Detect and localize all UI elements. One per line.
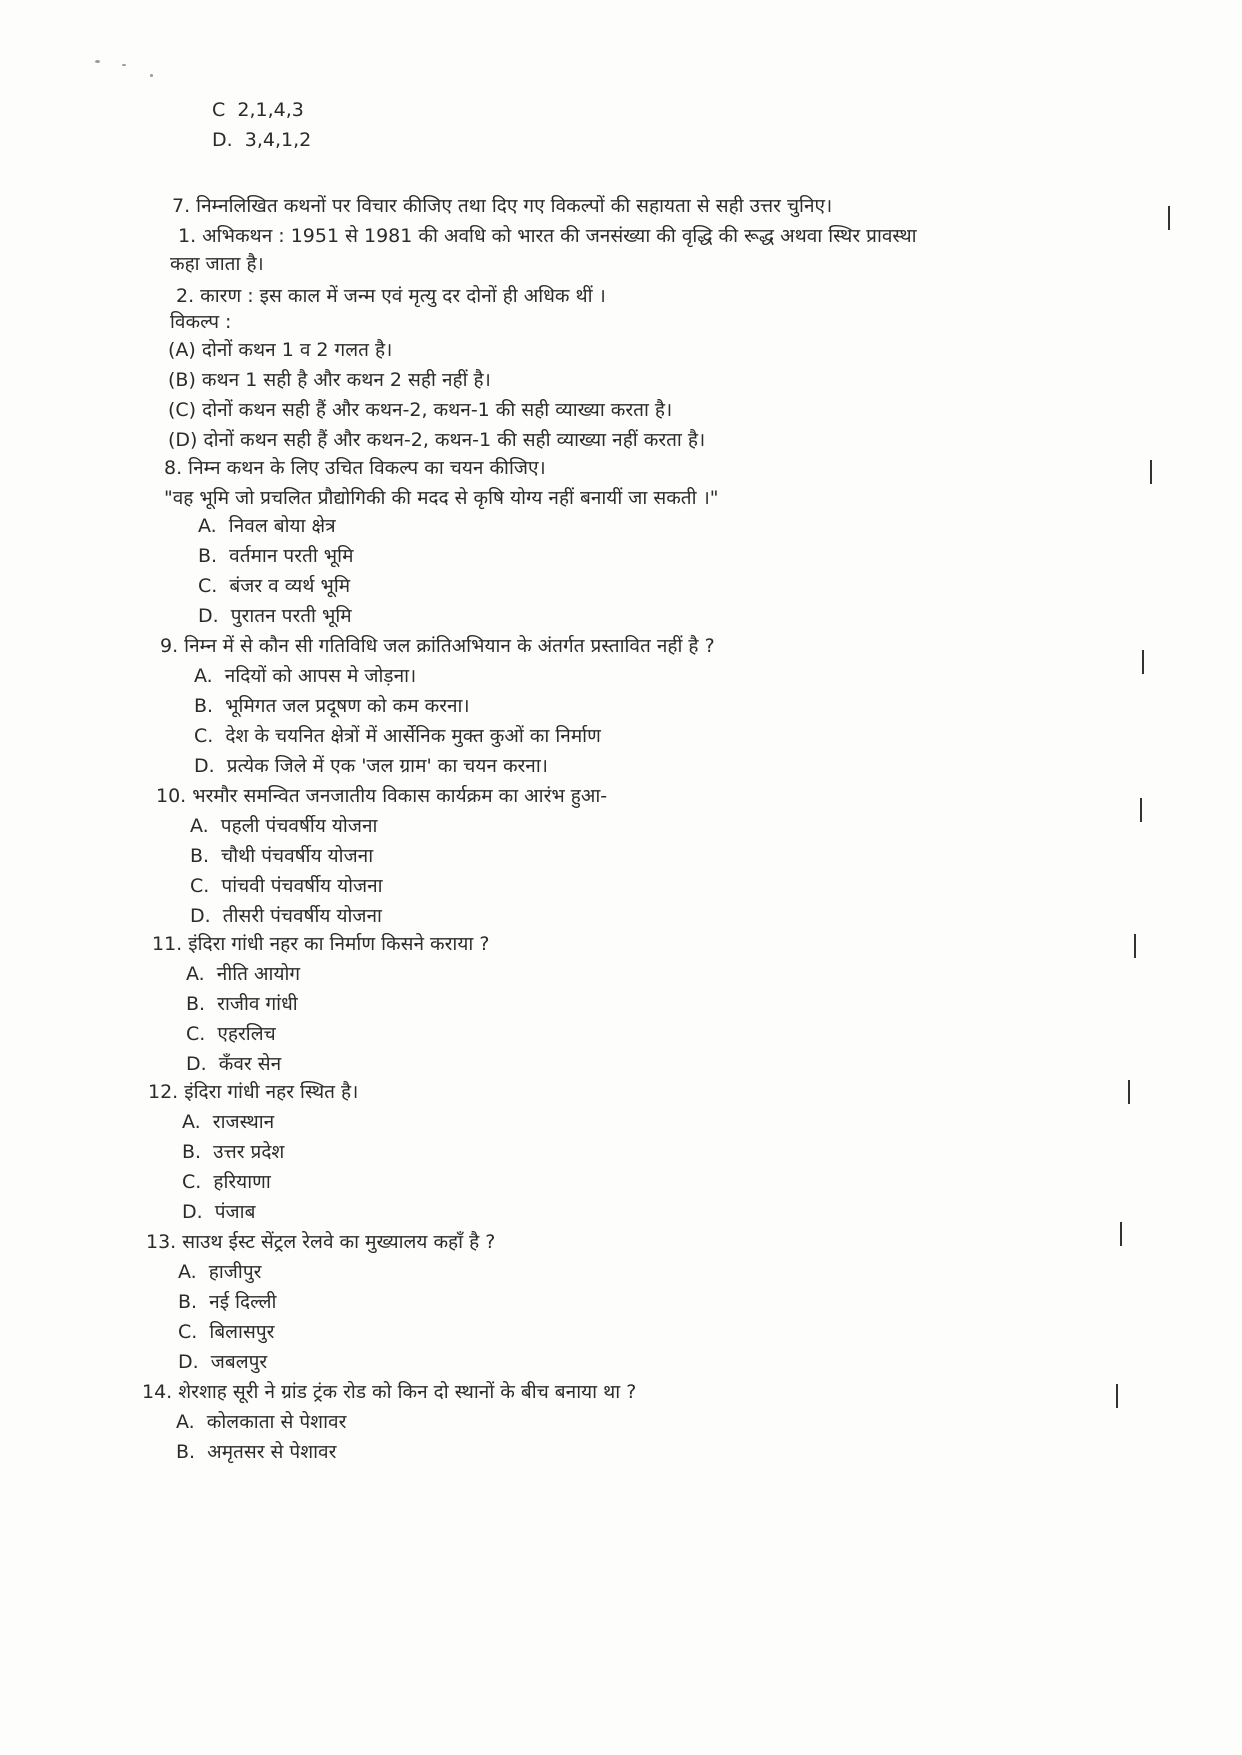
margin-mark [1128, 1080, 1130, 1104]
q7-option-a: (A) दोनों कथन 1 व 2 गलत है। [168, 339, 393, 361]
q8-option-a: A. निवल बोया क्षेत्र [198, 515, 336, 537]
q8-option-d: D. पुरातन परती भूमि [198, 605, 352, 627]
q7-stem: 7. निम्नलिखित कथनों पर विचार कीजिए तथा दिए गए विकल्पों की सहायता से सही उत्तर चुनिए। [172, 195, 833, 217]
scan-speck [150, 74, 153, 77]
scan-speck [122, 64, 126, 66]
q9-stem: 9. निम्न में से कौन सी गतिविधि जल क्रांतिअभियान के अंतर्गत प्रस्तावित नहीं है ? [160, 635, 715, 657]
q9-option-c: C. देश के चयनित क्षेत्रों में आर्सेनिक मुक्त कुओं का निर्माण [194, 725, 601, 747]
q8-stem: 8. निम्न कथन के लिए उचित विकल्प का चयन कीजिए। [164, 457, 546, 479]
margin-mark [1120, 1222, 1122, 1246]
margin-mark [1116, 1384, 1118, 1408]
margin-mark [1150, 460, 1152, 484]
q7-option-b: (B) कथन 1 सही है और कथन 2 सही नहीं है। [168, 369, 491, 391]
q8-quote: "वह भूमि जो प्रचलित प्रौद्योगिकी की मदद से कृषि योग्य नहीं बनायीं जा सकती ।" [164, 487, 719, 509]
q7-reason: 2. कारण : इस काल में जन्म एवं मृत्यु दर दोनों ही अधिक थीं । [176, 285, 606, 307]
q11-option-c: C. एहरलिच [186, 1023, 276, 1045]
q9-option-d: D. प्रत्येक जिले में एक 'जल ग्राम' का चयन करना। [194, 755, 548, 777]
q10-option-b: B. चौथी पंचवर्षीय योजना [190, 845, 374, 867]
q10-stem: 10. भरमौर समन्वित जनजातीय विकास कार्यक्रम का आरंभ हुआ- [156, 785, 608, 807]
q9-option-a: A. नदियों को आपस मे जोड़ना। [194, 665, 417, 687]
q13-option-d: D. जबलपुर [178, 1351, 268, 1373]
q13-option-b: B. नई दिल्ली [178, 1291, 277, 1313]
q7-assertion-cont: कहा जाता है। [170, 253, 264, 275]
q14-option-b: B. अमृतसर से पेशावर [176, 1441, 337, 1463]
margin-mark [1134, 934, 1136, 958]
margin-mark [1168, 206, 1170, 230]
q13-stem: 13. साउथ ईस्ट सेंट्रल रेलवे का मुख्यालय कहाँ है ? [146, 1231, 496, 1253]
margin-mark [1140, 798, 1142, 822]
q7-options-heading: विकल्प : [170, 311, 232, 333]
q13-option-c: C. बिलासपुर [178, 1321, 275, 1343]
option-c-top: C 2,1,4,3 [212, 99, 304, 121]
q8-option-b: B. वर्तमान परती भूमि [198, 545, 354, 567]
scan-speck [95, 60, 100, 63]
q10-option-d: D. तीसरी पंचवर्षीय योजना [190, 905, 382, 927]
q7-assertion: 1. अभिकथन : 1951 से 1981 की अवधि को भारत की जनसंख्या की वृद्धि की रूद्ध अथवा स्थिर प्रावस्था [178, 225, 917, 247]
q12-option-a: A. राजस्थान [182, 1111, 275, 1133]
margin-mark [1142, 650, 1144, 674]
q12-stem: 12. इंदिरा गांधी नहर स्थित है। [148, 1081, 359, 1103]
q12-option-d: D. पंजाब [182, 1201, 256, 1223]
q9-option-b: B. भूमिगत जल प्रदूषण को कम करना। [194, 695, 470, 717]
q10-option-c: C. पांचवी पंचवर्षीय योजना [190, 875, 383, 897]
q11-option-d: D. कँवर सेन [186, 1053, 282, 1075]
q12-option-c: C. हरियाणा [182, 1171, 271, 1193]
q11-option-a: A. नीति आयोग [186, 963, 301, 985]
q7-option-d: (D) दोनों कथन सही हैं और कथन-2, कथन-1 की सही व्याख्या नहीं करता है। [168, 429, 706, 451]
q7-option-c: (C) दोनों कथन सही हैं और कथन-2, कथन-1 की सही व्याख्या करता है। [168, 399, 673, 421]
q11-stem: 11. इंदिरा गांधी नहर का निर्माण किसने कराया ? [152, 933, 490, 955]
q14-option-a: A. कोलकाता से पेशावर [176, 1411, 347, 1433]
option-d-top: D. 3,4,1,2 [212, 129, 312, 151]
q8-option-c: C. बंजर व व्यर्थ भूमि [198, 575, 351, 597]
q10-option-a: A. पहली पंचवर्षीय योजना [190, 815, 378, 837]
q11-option-b: B. राजीव गांधी [186, 993, 298, 1015]
q13-option-a: A. हाजीपुर [178, 1261, 262, 1283]
q12-option-b: B. उत्तर प्रदेश [182, 1141, 285, 1163]
q14-stem: 14. शेरशाह सूरी ने ग्रांड ट्रंक रोड को किन दो स्थानों के बीच बनाया था ? [142, 1381, 637, 1403]
